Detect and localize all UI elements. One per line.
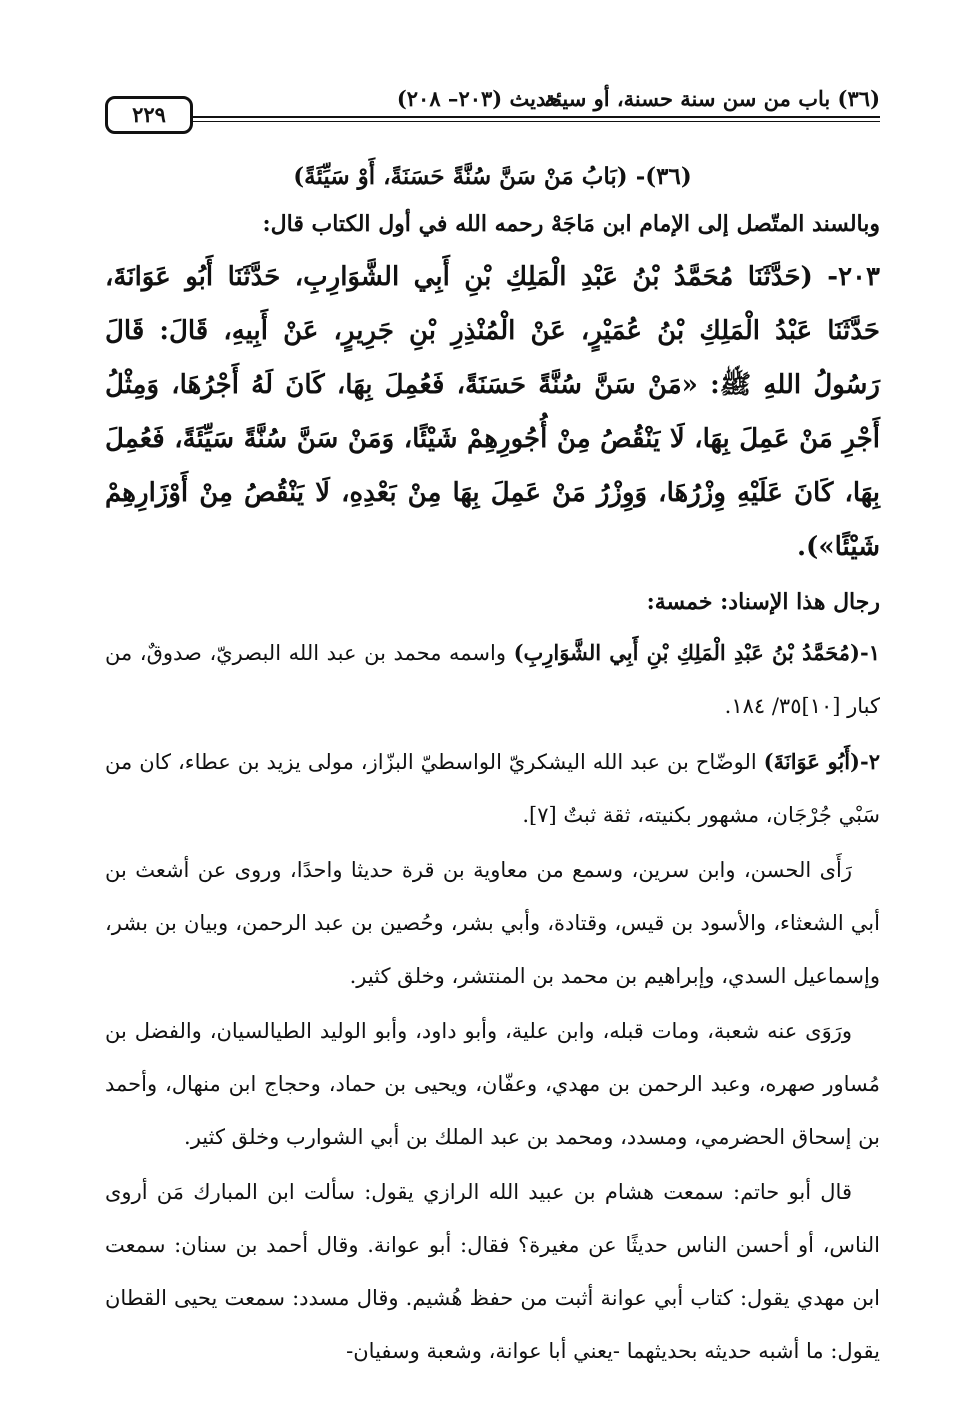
running-header: [105, 78, 880, 127]
body-paragraph: قال أبو حاتم: سمعت هشام بن عبيد الله الرازي يقول: سألت ابن المبارك مَن أروى الناس، أو أحسن الناس حديثًا عن مغيرة؟ فقال: أبو عوانة. وقال أحمد بن سنان: سمعت ابن مهدي يقول: كتاب أبي عوانة أثبت من حفظ هُشيم. وقال مسدد: سمعت يحيى القطان يقول: ما أشبه حديثه بحديثهما -يعني أبا عوانة، وشعبة وسفيان-: [105, 1180, 880, 1363]
page-number: ٢٢٩: [105, 96, 193, 134]
chapter-heading: (٣٦)- (بَابُ مَنْ سَنَّ سُنَّةً حَسَنَةً، أَوْ سَيِّئَةً): [293, 163, 692, 190]
isnad-intro: وبالسند المتّصل إلى الإمام ابن مَاجَهْ رحمه الله في أول الكتاب قال:: [262, 211, 880, 237]
hadith-text: ٢٠٣- (حَدَّثَنَا مُحَمَّدُ بْنُ عَبْدِ الْمَلِكِ بْنِ أَبِي الشَّوَارِبِ، حَدَّثَنَا أَبُو عَوَانَةَ، حَدَّثَنَا عَبْدُ الْمَلِكِ بْنُ عُمَيْرٍ، عَنْ الْمُنْذِرِ بْنِ جَرِيرٍ، عَنْ أَبِيهِ، قَالَ: قَالَ رَسُولُ اللهِ ﷺ: «مَنْ سَنَّ سُنَّةً حَسَنَةً، فَعُمِلَ بِهَا، كَانَ لَهُ أَجْرُهَا، وَمِثْلُ أَجْرِ مَنْ عَمِلَ بِهَا، لَا يَنْقُصُ مِنْ أُجُورِهِمْ شَيْئًا، وَمَنْ سَنَّ سُنَّةً سَيِّئَةً، فَعُمِلَ بِهَا، كَانَ عَلَيْهِ وِزْرُهَا، وَوِزْرُ مَنْ عَمِلَ بِهَا مِنْ بَعْدِهِ، لَا يَنْقُصُ مِنْ أَوْزَارِهِمْ شَيْئًا»).: [105, 262, 880, 562]
narrator-description: الوضّاح بن عبد الله اليشكريّ الواسطيّ البزّاز، مولى يزيد بن عطاء، كان من سَبْي جُرْجَان، مشهور بكنيته، ثقة ثبتٌ [٧].: [105, 750, 880, 827]
header-rule-thin: [187, 121, 880, 122]
header-hadith-range: حديث (٢٠٣– ٢٠٨): [396, 86, 560, 111]
narrator-entry: [105, 626, 880, 733]
narrator-entry: [105, 735, 880, 842]
narrator-name: ٢-(أَبُو عَوَانَةَ): [763, 749, 880, 774]
book-page: [105, 78, 880, 1388]
header-rule: [187, 116, 880, 118]
narrator-description: واسمه محمد بن عبد الله البصريّ، صدوقٌ، من كبار [١٠]٣٥/ ١٨٤.: [105, 641, 880, 718]
body-paragraph: ورَوَى عنه شعبة، ومات قبله، وابن علية، وأبو داود، وأبو الوليد الطيالسيان، والفضل بن مُساور صهره، وعبد الرحمن بن مهدي، وعفّان، ويحيى بن حماد، وحجاج ابن منهال، وأحمد بن إسحاق الحضرمي، ومسدد، ومحمد بن عبد الملك بن أبي الشوارب وخلق كثير.: [105, 1019, 880, 1149]
body-paragraph: رَأَى الحسن، وابن سرين، وسمع من معاوية بن قرة حديثا واحدًا، وروى عن أشعث بن أبي الشعثاء، والأسود بن قيس، وقتادة، وأبي بشر، وحُصين بن عبد الرحمن، وبيان بن بشر، وإسماعيل السدي، وإبراهيم بن محمد بن المنتشر، وخلق كثير.: [105, 858, 880, 988]
narrators-heading: رجال هذا الإسناد: خمسة:: [646, 589, 880, 615]
header-chapter-title: (٣٦) باب من سن سنة حسنة، أو سيئة: [544, 86, 880, 111]
narrator-name: ١-(مُحَمَّدُ بْنُ عَبْدِ الْمَلِكِ بْنِ أَبِي الشَّوَارِبِ): [513, 640, 880, 665]
